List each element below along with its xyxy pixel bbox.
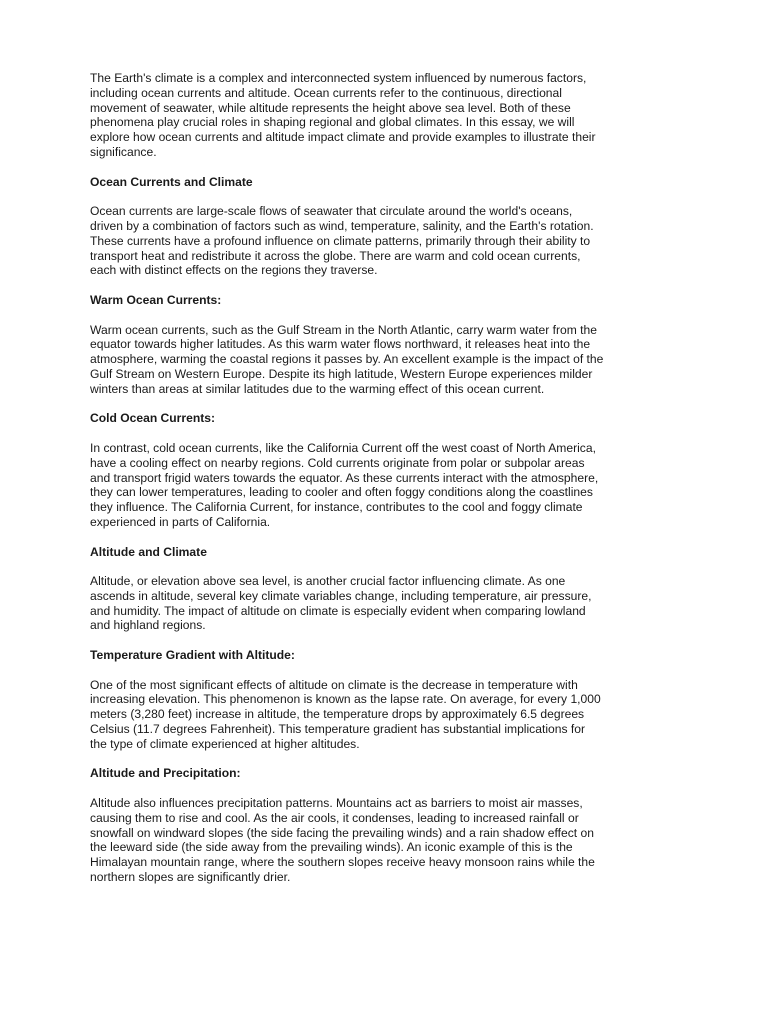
subheading-cold-currents: Cold Ocean Currents: — [90, 411, 215, 426]
altitude-paragraph: Altitude, or elevation above sea level, is another crucial factor influencing climate. As one ascends in altitude, several key climate variables change, including temperature, air pressure, and humidity. The impact of altitude on climate is especially evident when comparing lowland and highland regions. — [90, 574, 592, 633]
altitude-precipitation-paragraph: Altitude also influences precipitation patterns. Mountains act as barriers to moist air masses, causing them to rise and cool. As the air cools, it condenses, leading to increased rainfall or snowfall on windward slopes (the side facing the prevailing winds) and a rain shadow effect on the leeward side (the side away from the prevailing winds). An iconic example of this is the Himalayan mountain range, where the southern slopes receive heavy monsoon rains while the northern slopes are significantly drier. — [90, 796, 595, 885]
subheading-altitude-precipitation: Altitude and Precipitation: — [90, 766, 241, 781]
cold-currents-paragraph: In contrast, cold ocean currents, like the California Current off the west coast of North America, have a cooling effect on nearby regions. Cold currents originate from polar or subpolar areas and transport frigid waters towards the equator. As these currents interact with the atmosphere, they can lower temperatures, leading to cooler and often foggy conditions along the coastlines they influence. The California Current, for instance, contributes to the cool and foggy climate experienced in parts of California. — [90, 440, 599, 529]
subheading-warm-currents: Warm Ocean Currents: — [90, 292, 222, 307]
temperature-gradient-paragraph: One of the most significant effects of altitude on climate is the decrease in temperature with increasing elevation. This phenomenon is known as the lapse rate. On average, for every 1,000 meters (3,280 feet) increase in altitude, the temperature drops by approximately 6.5 degrees Celsius (11.7 degrees Fahrenheit). This temperature gradient has substantial implications for the type of climate experienced at higher altitudes. — [90, 677, 601, 751]
warm-currents-paragraph: Warm ocean currents, such as the Gulf Stream in the North Atlantic, carry warm water from the equator towards higher latitudes. As this warm water flows northward, it releases heat into the atmosphere, warming the coastal regions it passes by. An excellent example is the impact of the Gulf Stream on Western Europe. Despite its high latitude, Western Europe experiences milder winters than areas at similar latitudes due to the warming effect of this ocean current. — [90, 322, 604, 396]
document-body — [90, 71, 680, 900]
section-heading-ocean-currents: Ocean Currents and Climate — [90, 174, 253, 189]
subheading-temperature-gradient: Temperature Gradient with Altitude: — [90, 648, 295, 663]
ocean-currents-paragraph: Ocean currents are large-scale flows of seawater that circulate around the world's oceans, driven by a combination of factors such as wind, temperature, salinity, and the Earth's rotation. These currents have a profound influence on climate patterns, primarily through their ability to transport heat and redistribute it across the globe. There are warm and cold ocean currents, each with distinct effects on the regions they traverse. — [90, 204, 594, 278]
intro-paragraph: The Earth's climate is a complex and interconnected system influenced by numerous factors, including ocean currents and altitude. Ocean currents refer to the continuous, directional movement of seawater, while altitude represents the height above sea level. Both of these phenomena play crucial roles in shaping regional and global climates. In this essay, we will explore how ocean currents and altitude impact climate and provide examples to illustrate their significance. — [90, 71, 596, 159]
section-heading-altitude: Altitude and Climate — [90, 544, 207, 559]
